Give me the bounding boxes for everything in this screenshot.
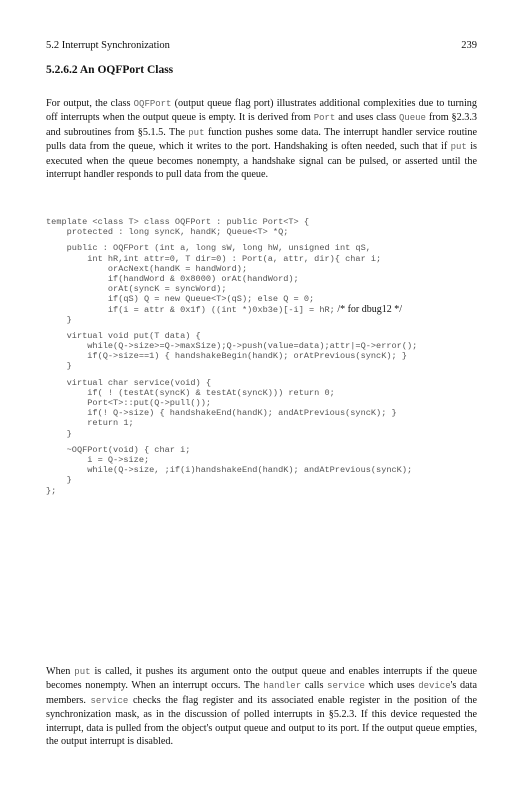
- code-line: [46, 254, 486, 264]
- code-text: protected : long syncK, handK; Queue<T> *Q;: [46, 227, 289, 238]
- code-text: }: [46, 475, 72, 486]
- code-text: if( ! (testAt(syncK) & testAt(syncK))) return 0;: [46, 387, 335, 398]
- code-text: }: [46, 314, 72, 325]
- code-text: return 1;: [46, 418, 134, 429]
- text-run: (output queue flag port) illustrates additional complexities due to turning off interrupts when the output queue is empty. It is derived from: [46, 98, 477, 124]
- inline-code: handler: [263, 681, 302, 692]
- text-run: checks the flag register and its associated enable register in the position of the synchronization mask, as in the discussion of polled interrupts in §5.2.3. If this device requested the interrupt, data is pulled from the object's output queue and output to its port. If the output queue empties, the output interrupt is disabled.: [46, 694, 478, 748]
- code-line: [46, 315, 486, 325]
- code-line: [46, 341, 486, 351]
- code-text: virtual void put(T data) {: [46, 330, 201, 341]
- text-run: is executed when the queue becomes nonempty, a handshake signal can be pulsed, or asserted until the interrupt handler responds to pull data from the queue.: [46, 141, 478, 181]
- code-text: template <class T> class OQFPort : public Port<T> {: [46, 217, 310, 227]
- code-text: Port<T>::put(Q->pull());: [46, 398, 212, 408]
- code-line: [46, 429, 486, 439]
- code-line: [46, 465, 486, 475]
- code-text: if(! Q->size) { handshakeEnd(handK); andAtPrevious(syncK); }: [46, 408, 397, 419]
- page-number: 239: [461, 40, 477, 51]
- code-text: int hR,int attr=0, T dir=0) : Port(a, attr, dir){ char i;: [46, 253, 382, 264]
- code-text: }: [46, 428, 72, 439]
- section-title: 5.2.6.2 An OQFPort Class: [46, 64, 174, 76]
- text-run: For output, the class: [46, 98, 134, 109]
- text-run: When: [46, 666, 75, 677]
- code-text: while(Q->size, ;if(i)handshakeEnd(handK); andAtPrevious(syncK);: [46, 465, 413, 476]
- explanation-paragraph: [46, 665, 477, 748]
- code-text: virtual char service(void) {: [46, 377, 212, 388]
- text-run: which uses: [364, 680, 419, 692]
- code-text: };: [46, 485, 57, 496]
- code-line: [46, 351, 486, 361]
- inline-code: service: [327, 681, 365, 692]
- inline-code: Queue: [398, 113, 426, 124]
- code-text: public : OQFPort (int a, long sW, long hW, unsigned int qS,: [46, 243, 371, 254]
- code-line: [46, 475, 486, 485]
- intro-paragraph: [46, 97, 477, 181]
- text-run: and uses class: [335, 112, 399, 124]
- code-line: [46, 243, 486, 253]
- text-run: function pushes some data. The interrupt handler service routine pulls data from the queue, which it writes to the port. Handshaking is often needed, such that if: [46, 126, 477, 153]
- code-text: orAcNext(handK = handWord);: [46, 263, 248, 274]
- text-run: from §2.3.3 and subroutines from §5.1.5. The: [46, 112, 477, 138]
- code-line: [46, 388, 486, 398]
- text-run: calls: [301, 680, 328, 692]
- code-text: i = Q->size;: [46, 454, 150, 465]
- code-comment: /* for dbug12 */: [334, 303, 403, 315]
- code-line: [46, 227, 486, 237]
- code-line: [46, 217, 486, 227]
- inline-code: put: [188, 127, 205, 138]
- code-text: ~OQFPort(void) { char i;: [46, 444, 191, 455]
- code-text: if(handWord & 0x8000) orAt(handWord);: [46, 273, 299, 284]
- code-text: if(Q->size==1) { handshakeBegin(handK); orAtPrevious(syncK); }: [46, 351, 407, 362]
- code-line: [46, 331, 486, 341]
- inline-code: put: [450, 142, 467, 153]
- code-line: [46, 264, 486, 274]
- inline-code: OQFPort: [133, 99, 172, 109]
- code-line: [46, 361, 486, 371]
- inline-code: Port: [313, 113, 336, 124]
- code-line: [46, 445, 486, 455]
- code-line: [46, 284, 486, 294]
- code-line: [46, 398, 486, 408]
- inline-code: put: [74, 667, 91, 677]
- header-section: 5.2 Interrupt Synchronization: [46, 40, 170, 51]
- code-line: [46, 305, 486, 315]
- code-text: orAt(syncK = syncWord);: [46, 284, 227, 295]
- code-text: if(i = attr & 0x1f) ((int *)0xb3e)[-i] = hR;: [46, 304, 335, 315]
- code-line: [46, 274, 486, 284]
- inline-code: service: [90, 695, 129, 706]
- code-text: while(Q->size>=Q->maxSize);Q->push(value=data);attr|=Q->error();: [46, 341, 418, 352]
- inline-code: device: [418, 681, 451, 692]
- code-line: [46, 486, 486, 496]
- code-text: if(qS) Q = new Queue<T>(qS); else Q = 0;: [46, 294, 315, 305]
- text-run: is called, it pushes its argument onto the output queue and enables interrupts if the queue becomes nonempty. When an interrupt occurs. The: [46, 666, 478, 692]
- code-text: }: [46, 361, 72, 372]
- code-line: [46, 378, 486, 388]
- code-line: [46, 408, 486, 418]
- text-run: 's data members.: [46, 680, 477, 706]
- code-listing: [46, 217, 486, 496]
- code-line: [46, 418, 486, 428]
- code-line: [46, 294, 486, 304]
- code-line: [46, 455, 486, 465]
